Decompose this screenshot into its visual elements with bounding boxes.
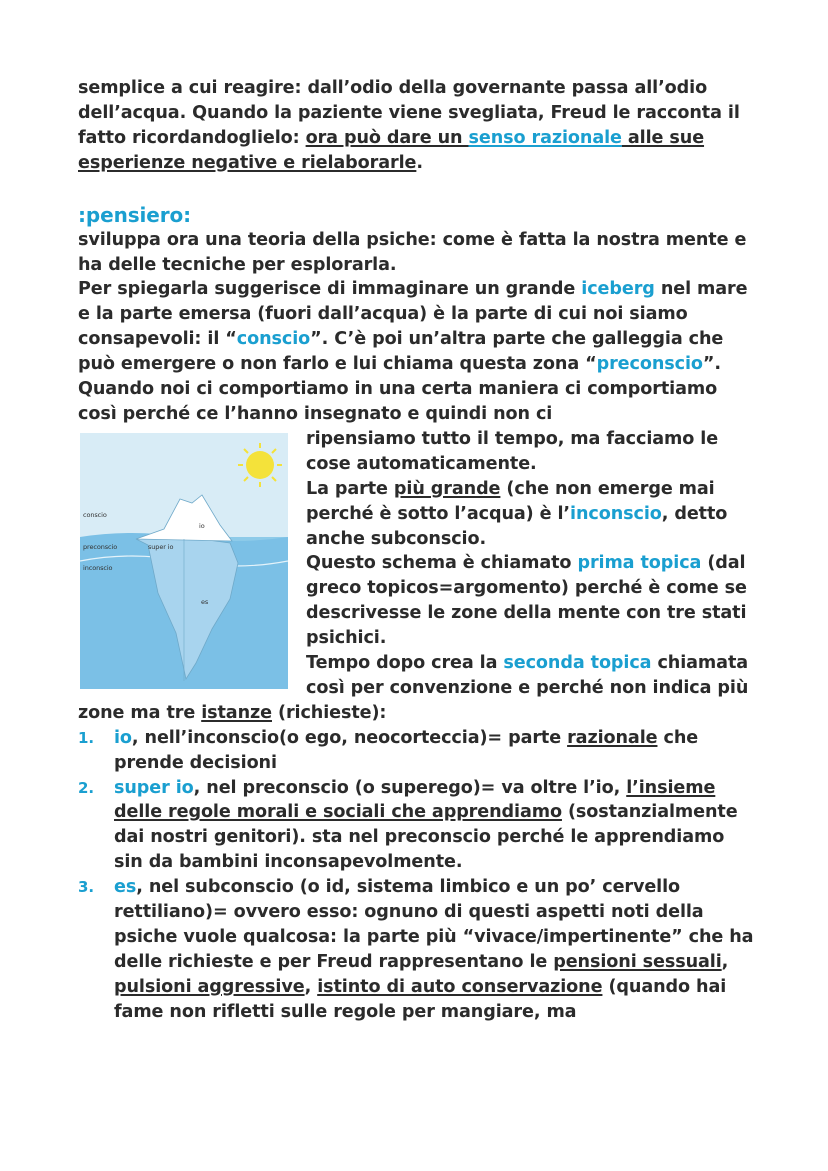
text-la-parte: La parte [306,478,394,499]
list-text: , nell’inconscio(o ego, neocorteccia)= parte [131,727,568,748]
paragraph-psiche [78,228,758,427]
term-senso-razionale: senso razionale [468,127,622,148]
label-conscio: conscio [83,510,107,519]
list-text: (sostanzialmente dai nostri genitori). sta nel preconscio perché le apprendiamo sin da bambini inconsapevolmente. [114,802,738,873]
underline-piu-grande: più grande [393,478,501,499]
list-number: 1. [78,728,94,747]
intro-text: semplice a cui reagire: dall’odio della governante passa all’odio dell’acqua. Quando la paziente viene svegliata, Freud le racconta il fatto ricordandoglielo: [78,78,740,148]
underline-pensioni-sessuali: pensioni sessuali [553,951,722,972]
text-comportamento: Quando noi ci comportiamo in una certa maniera ci comportiamo così perché ce l’hanno insegnato e quindi non ci [78,379,718,424]
intro-end: . [416,152,423,173]
term-inconscio: inconscio [570,503,662,524]
istanze-list [78,726,758,1025]
term-super-io: super io [114,777,194,798]
list-item-es [78,875,758,1024]
label-io: io [199,521,205,530]
label-inconscio: inconscio [83,563,113,572]
text-teoria-psiche: sviluppa ora una teoria della psiche: come è fatta la nostra mente e ha delle tecniche per esplorarla. [78,229,747,275]
sun-icon [246,451,274,479]
iceberg-illustration [80,433,288,689]
iceberg-diagram [80,433,288,689]
intro-underline-1: ora può dare un [305,127,469,148]
text-tempo-dopo: Tempo dopo crea la [306,653,504,674]
text-iceberg-intro: Per spiegarla suggerisce di immaginare un grande [78,279,582,300]
list-text: , nel subconscio (o id, sistema limbico e un po’ cervello rettiliano)= ovvero esso: ognuno di questi aspetti noti della psiche vuole qualcosa: la parte più “vivace/impertinente” che ha delle richieste e per Freud rappresentano le [114,877,754,972]
list-text: che prende decisioni [114,727,699,773]
label-preconscio: preconscio [83,542,118,551]
list-number: 2. [78,778,94,797]
list-number: 3. [78,878,94,897]
label-es: es [201,597,209,606]
text-subconscio: , detto anche subconscio. [306,503,728,549]
intro-underline-2: alle sue esperienze negative e rielaborarle [78,127,705,173]
list-item-super-io [78,776,758,876]
underline-auto-conservazione: istinto di auto conservazione [317,976,603,997]
text-ripensiamo: ripensiamo tutto il tempo, ma facciamo le cose automaticamente. [306,428,719,474]
list-separator: , [304,976,318,997]
text-sotto-acqua: (che non emerge mai perché è sotto l’acqua) è l’ [306,478,715,524]
underline-pulsioni-aggressive: pulsioni aggressive [114,976,305,997]
term-es: es [114,877,137,898]
text-convenzione: chiamata così per convenzione e perché non indica più zone ma tre [78,653,749,723]
underline-razionale: razionale [567,727,658,748]
section-heading-pensiero: :pensiero: [78,202,192,227]
term-iceberg: iceberg [581,279,655,300]
underline-istanze: istanze [201,702,272,723]
intro-paragraph [78,76,758,176]
list-item-io [78,726,758,776]
text-parte-emersa: nel mare e la parte emersa (fuori dall’acqua) è la parte di cui noi siamo consapevoli: il “ [78,279,748,350]
list-text: (quando hai fame non rifletti sulle regole per mangiare, ma [114,976,727,1022]
text-parte-galleggia: ”. C’è poi un’altra parte che galleggia che può emergere o non farlo e lui chiama questa zona “ [78,329,724,375]
text-richieste: (richieste): [271,702,387,723]
list-text: , nel preconscio (o superego)= va oltre l’io, [193,777,627,798]
list-separator: , [721,951,729,972]
label-super-io: super io [148,542,174,551]
term-prima-topica: prima topica [577,553,702,574]
term-seconda-topica: seconda topica [503,653,652,674]
text-topicos: (dal greco topicos=argomento) perché è come se descrivesse le zone della mente con tre stati psichici. [306,553,747,649]
text-quote-close: ”. [702,354,721,375]
term-preconscio: preconscio [596,354,703,375]
term-conscio: conscio [236,329,311,350]
underline-regole-morali: l’insieme delle regole morali e sociali che apprendiamo [114,777,716,823]
term-io: io [114,727,132,748]
document-page [78,76,758,1025]
text-schema: Questo schema è chiamato [306,553,578,574]
